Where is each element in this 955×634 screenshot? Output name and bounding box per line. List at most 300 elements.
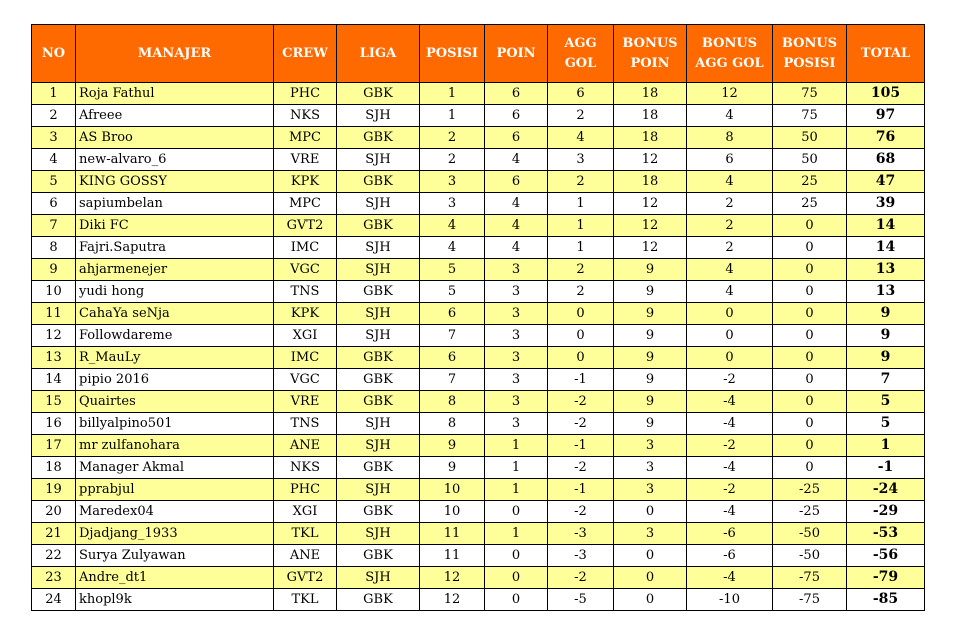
cell-no: 5 <box>32 171 76 193</box>
cell-manajer: Maredex04 <box>76 501 274 523</box>
cell-manajer: ahjarmenejer <box>76 259 274 281</box>
cell-crew: XGI <box>274 501 337 523</box>
cell-bonus-poin: 0 <box>614 567 687 589</box>
cell-bonus-posisi: 0 <box>773 215 847 237</box>
cell-crew: TNS <box>274 413 337 435</box>
cell-bonus-posisi: 0 <box>773 369 847 391</box>
cell-liga: SJH <box>337 105 420 127</box>
cell-posisi: 7 <box>420 325 485 347</box>
cell-agg-gol: -1 <box>548 435 614 457</box>
table-row <box>32 215 925 237</box>
table-row <box>32 105 925 127</box>
cell-poin: 4 <box>485 215 548 237</box>
cell-crew: VRE <box>274 391 337 413</box>
cell-crew: KPK <box>274 303 337 325</box>
cell-no: 16 <box>32 413 76 435</box>
cell-liga: GBK <box>337 391 420 413</box>
table-row <box>32 567 925 589</box>
cell-total: 7 <box>847 369 925 391</box>
cell-poin: 3 <box>485 281 548 303</box>
cell-no: 11 <box>32 303 76 325</box>
cell-posisi: 10 <box>420 479 485 501</box>
cell-posisi: 2 <box>420 149 485 171</box>
table-row <box>32 171 925 193</box>
cell-bonus-poin: 0 <box>614 545 687 567</box>
table-row <box>32 479 925 501</box>
cell-total: 68 <box>847 149 925 171</box>
cell-no: 22 <box>32 545 76 567</box>
cell-bonus-posisi: 50 <box>773 149 847 171</box>
cell-posisi: 9 <box>420 457 485 479</box>
cell-no: 23 <box>32 567 76 589</box>
cell-no: 19 <box>32 479 76 501</box>
cell-total: 1 <box>847 435 925 457</box>
cell-bonus-posisi: 0 <box>773 259 847 281</box>
cell-bonus-agg-gol: -6 <box>687 545 773 567</box>
cell-poin: 3 <box>485 303 548 325</box>
cell-bonus-poin: 18 <box>614 127 687 149</box>
cell-no: 14 <box>32 369 76 391</box>
cell-total: 105 <box>847 83 925 105</box>
cell-bonus-posisi: 0 <box>773 237 847 259</box>
table-row <box>32 325 925 347</box>
cell-total: 39 <box>847 193 925 215</box>
cell-bonus-agg-gol: 0 <box>687 347 773 369</box>
cell-total: 5 <box>847 413 925 435</box>
table-row <box>32 347 925 369</box>
cell-posisi: 8 <box>420 413 485 435</box>
cell-poin: 6 <box>485 171 548 193</box>
cell-bonus-agg-gol: 0 <box>687 325 773 347</box>
cell-bonus-poin: 12 <box>614 215 687 237</box>
cell-poin: 0 <box>485 567 548 589</box>
cell-agg-gol: 0 <box>548 303 614 325</box>
cell-bonus-poin: 3 <box>614 435 687 457</box>
cell-posisi: 5 <box>420 259 485 281</box>
cell-liga: GBK <box>337 545 420 567</box>
cell-total: 14 <box>847 237 925 259</box>
cell-bonus-poin: 3 <box>614 523 687 545</box>
cell-agg-gol: -2 <box>548 391 614 413</box>
cell-no: 13 <box>32 347 76 369</box>
cell-bonus-agg-gol: -4 <box>687 501 773 523</box>
cell-bonus-poin: 0 <box>614 589 687 611</box>
cell-liga: SJH <box>337 435 420 457</box>
cell-liga: GBK <box>337 457 420 479</box>
cell-agg-gol: 0 <box>548 347 614 369</box>
cell-total: 9 <box>847 347 925 369</box>
cell-liga: GBK <box>337 281 420 303</box>
cell-posisi: 3 <box>420 193 485 215</box>
cell-manajer: Manager Akmal <box>76 457 274 479</box>
cell-poin: 1 <box>485 457 548 479</box>
cell-bonus-posisi: -75 <box>773 589 847 611</box>
cell-total: 13 <box>847 259 925 281</box>
header-posisi: POSISI <box>420 25 485 83</box>
cell-bonus-poin: 18 <box>614 171 687 193</box>
cell-posisi: 1 <box>420 83 485 105</box>
cell-posisi: 4 <box>420 215 485 237</box>
cell-bonus-poin: 9 <box>614 281 687 303</box>
cell-poin: 3 <box>485 259 548 281</box>
cell-bonus-posisi: 0 <box>773 413 847 435</box>
cell-total: -85 <box>847 589 925 611</box>
cell-bonus-poin: 3 <box>614 457 687 479</box>
cell-bonus-posisi: 75 <box>773 83 847 105</box>
cell-manajer: billyalpino501 <box>76 413 274 435</box>
cell-posisi: 9 <box>420 435 485 457</box>
cell-crew: VRE <box>274 149 337 171</box>
cell-crew: KPK <box>274 171 337 193</box>
table-row <box>32 83 925 105</box>
cell-crew: PHC <box>274 83 337 105</box>
cell-manajer: pipio 2016 <box>76 369 274 391</box>
header-total: TOTAL <box>847 25 925 83</box>
cell-liga: GBK <box>337 369 420 391</box>
cell-crew: TKL <box>274 589 337 611</box>
cell-agg-gol: -2 <box>548 413 614 435</box>
cell-agg-gol: 0 <box>548 325 614 347</box>
table-row <box>32 303 925 325</box>
cell-liga: SJH <box>337 479 420 501</box>
cell-liga: GBK <box>337 501 420 523</box>
cell-bonus-agg-gol: 2 <box>687 237 773 259</box>
cell-agg-gol: 2 <box>548 171 614 193</box>
cell-crew: TNS <box>274 281 337 303</box>
cell-bonus-agg-gol: -2 <box>687 435 773 457</box>
standings-table <box>31 24 925 611</box>
cell-crew: VGC <box>274 259 337 281</box>
cell-crew: XGI <box>274 325 337 347</box>
header-poin: POIN <box>485 25 548 83</box>
cell-bonus-poin: 18 <box>614 105 687 127</box>
cell-poin: 3 <box>485 413 548 435</box>
header-liga: LIGA <box>337 25 420 83</box>
header-manajer: MANAJER <box>76 25 274 83</box>
cell-liga: GBK <box>337 589 420 611</box>
cell-manajer: Surya Zulyawan <box>76 545 274 567</box>
cell-manajer: Afreee <box>76 105 274 127</box>
cell-poin: 0 <box>485 545 548 567</box>
cell-posisi: 11 <box>420 523 485 545</box>
cell-poin: 4 <box>485 237 548 259</box>
cell-total: 13 <box>847 281 925 303</box>
cell-total: -1 <box>847 457 925 479</box>
cell-liga: GBK <box>337 127 420 149</box>
cell-bonus-poin: 9 <box>614 325 687 347</box>
cell-no: 18 <box>32 457 76 479</box>
table-row <box>32 369 925 391</box>
cell-posisi: 12 <box>420 589 485 611</box>
cell-posisi: 11 <box>420 545 485 567</box>
cell-agg-gol: 1 <box>548 193 614 215</box>
cell-agg-gol: -2 <box>548 567 614 589</box>
cell-bonus-posisi: -50 <box>773 523 847 545</box>
cell-crew: GVT2 <box>274 567 337 589</box>
cell-bonus-posisi: 25 <box>773 193 847 215</box>
cell-crew: NKS <box>274 457 337 479</box>
cell-posisi: 3 <box>420 171 485 193</box>
cell-bonus-poin: 9 <box>614 369 687 391</box>
cell-bonus-posisi: -25 <box>773 501 847 523</box>
header-agg-gol: AGG GOL <box>548 25 614 83</box>
cell-bonus-agg-gol: 12 <box>687 83 773 105</box>
cell-posisi: 4 <box>420 237 485 259</box>
cell-bonus-agg-gol: -4 <box>687 457 773 479</box>
cell-total: -56 <box>847 545 925 567</box>
cell-bonus-agg-gol: -4 <box>687 567 773 589</box>
cell-bonus-poin: 9 <box>614 413 687 435</box>
cell-liga: GBK <box>337 83 420 105</box>
cell-crew: MPC <box>274 127 337 149</box>
cell-bonus-poin: 9 <box>614 259 687 281</box>
cell-crew: TKL <box>274 523 337 545</box>
cell-no: 6 <box>32 193 76 215</box>
cell-bonus-posisi: 0 <box>773 325 847 347</box>
cell-manajer: AS Broo <box>76 127 274 149</box>
cell-poin: 4 <box>485 149 548 171</box>
table-row <box>32 523 925 545</box>
header-crew: CREW <box>274 25 337 83</box>
cell-bonus-agg-gol: 6 <box>687 149 773 171</box>
cell-crew: PHC <box>274 479 337 501</box>
cell-posisi: 2 <box>420 127 485 149</box>
cell-bonus-agg-gol: -4 <box>687 413 773 435</box>
cell-liga: GBK <box>337 171 420 193</box>
cell-manajer: CahaYa seNja <box>76 303 274 325</box>
cell-liga: SJH <box>337 567 420 589</box>
cell-manajer: khopl9k <box>76 589 274 611</box>
cell-bonus-posisi: 0 <box>773 435 847 457</box>
cell-agg-gol: 2 <box>548 259 614 281</box>
cell-poin: 3 <box>485 347 548 369</box>
cell-agg-gol: 2 <box>548 105 614 127</box>
cell-liga: SJH <box>337 149 420 171</box>
header-row <box>32 25 925 83</box>
cell-manajer: Quairtes <box>76 391 274 413</box>
cell-manajer: Roja Fathul <box>76 83 274 105</box>
cell-bonus-poin: 12 <box>614 149 687 171</box>
cell-agg-gol: 1 <box>548 237 614 259</box>
cell-crew: IMC <box>274 237 337 259</box>
cell-liga: GBK <box>337 215 420 237</box>
table-row <box>32 127 925 149</box>
cell-no: 4 <box>32 149 76 171</box>
cell-bonus-agg-gol: -2 <box>687 369 773 391</box>
cell-posisi: 6 <box>420 303 485 325</box>
cell-posisi: 5 <box>420 281 485 303</box>
cell-total: 97 <box>847 105 925 127</box>
cell-liga: SJH <box>337 303 420 325</box>
table-row <box>32 193 925 215</box>
cell-liga: SJH <box>337 325 420 347</box>
cell-poin: 3 <box>485 325 548 347</box>
cell-liga: SJH <box>337 237 420 259</box>
cell-manajer: Djadjang_1933 <box>76 523 274 545</box>
cell-bonus-agg-gol: 2 <box>687 193 773 215</box>
cell-no: 24 <box>32 589 76 611</box>
table-row <box>32 413 925 435</box>
cell-crew: NKS <box>274 105 337 127</box>
cell-poin: 1 <box>485 523 548 545</box>
cell-bonus-posisi: 0 <box>773 457 847 479</box>
cell-bonus-poin: 9 <box>614 303 687 325</box>
cell-bonus-posisi: 25 <box>773 171 847 193</box>
cell-posisi: 12 <box>420 567 485 589</box>
cell-no: 8 <box>32 237 76 259</box>
table-row <box>32 589 925 611</box>
cell-liga: SJH <box>337 259 420 281</box>
cell-posisi: 7 <box>420 369 485 391</box>
cell-bonus-posisi: 50 <box>773 127 847 149</box>
cell-bonus-posisi: 0 <box>773 303 847 325</box>
cell-manajer: new-alvaro_6 <box>76 149 274 171</box>
cell-manajer: KING GOSSY <box>76 171 274 193</box>
table-row <box>32 501 925 523</box>
cell-total: 47 <box>847 171 925 193</box>
cell-no: 9 <box>32 259 76 281</box>
cell-agg-gol: 4 <box>548 127 614 149</box>
cell-bonus-posisi: 0 <box>773 347 847 369</box>
cell-agg-gol: -1 <box>548 479 614 501</box>
table-row <box>32 281 925 303</box>
table-row <box>32 545 925 567</box>
cell-crew: VGC <box>274 369 337 391</box>
cell-manajer: sapiumbelan <box>76 193 274 215</box>
cell-no: 3 <box>32 127 76 149</box>
cell-bonus-agg-gol: 4 <box>687 171 773 193</box>
cell-bonus-agg-gol: -4 <box>687 391 773 413</box>
cell-bonus-posisi: 0 <box>773 281 847 303</box>
cell-agg-gol: 1 <box>548 215 614 237</box>
cell-agg-gol: -2 <box>548 457 614 479</box>
cell-poin: 0 <box>485 501 548 523</box>
cell-total: -79 <box>847 567 925 589</box>
cell-total: 5 <box>847 391 925 413</box>
cell-bonus-agg-gol: 4 <box>687 105 773 127</box>
cell-no: 17 <box>32 435 76 457</box>
cell-manajer: Diki FC <box>76 215 274 237</box>
cell-no: 21 <box>32 523 76 545</box>
cell-no: 20 <box>32 501 76 523</box>
cell-bonus-agg-gol: 4 <box>687 259 773 281</box>
cell-agg-gol: -3 <box>548 545 614 567</box>
cell-crew: GVT2 <box>274 215 337 237</box>
cell-manajer: pprabjul <box>76 479 274 501</box>
cell-bonus-posisi: 75 <box>773 105 847 127</box>
table-row <box>32 259 925 281</box>
table-row <box>32 391 925 413</box>
cell-bonus-poin: 9 <box>614 347 687 369</box>
cell-bonus-poin: 18 <box>614 83 687 105</box>
cell-bonus-posisi: -75 <box>773 567 847 589</box>
cell-crew: ANE <box>274 435 337 457</box>
cell-liga: SJH <box>337 413 420 435</box>
cell-agg-gol: -3 <box>548 523 614 545</box>
cell-agg-gol: 3 <box>548 149 614 171</box>
cell-bonus-posisi: -25 <box>773 479 847 501</box>
cell-posisi: 6 <box>420 347 485 369</box>
cell-no: 15 <box>32 391 76 413</box>
cell-crew: MPC <box>274 193 337 215</box>
cell-poin: 3 <box>485 391 548 413</box>
cell-liga: SJH <box>337 523 420 545</box>
cell-no: 2 <box>32 105 76 127</box>
cell-liga: GBK <box>337 347 420 369</box>
cell-poin: 4 <box>485 193 548 215</box>
cell-manajer: Fajri.Saputra <box>76 237 274 259</box>
header-bonus-posisi: BONUS POSISI <box>773 25 847 83</box>
cell-poin: 3 <box>485 369 548 391</box>
header-no: NO <box>32 25 76 83</box>
cell-manajer: yudi hong <box>76 281 274 303</box>
cell-bonus-agg-gol: 2 <box>687 215 773 237</box>
cell-bonus-poin: 3 <box>614 479 687 501</box>
cell-poin: 6 <box>485 83 548 105</box>
cell-no: 1 <box>32 83 76 105</box>
cell-posisi: 10 <box>420 501 485 523</box>
cell-bonus-posisi: -50 <box>773 545 847 567</box>
table-row <box>32 457 925 479</box>
table-row <box>32 149 925 171</box>
cell-bonus-agg-gol: 4 <box>687 281 773 303</box>
cell-poin: 1 <box>485 435 548 457</box>
cell-total: 14 <box>847 215 925 237</box>
cell-bonus-agg-gol: 8 <box>687 127 773 149</box>
cell-total: -29 <box>847 501 925 523</box>
cell-poin: 1 <box>485 479 548 501</box>
cell-manajer: mr zulfanohara <box>76 435 274 457</box>
cell-posisi: 8 <box>420 391 485 413</box>
cell-agg-gol: -2 <box>548 501 614 523</box>
cell-manajer: R_MauLy <box>76 347 274 369</box>
table-row <box>32 435 925 457</box>
cell-bonus-poin: 9 <box>614 391 687 413</box>
cell-total: -53 <box>847 523 925 545</box>
cell-liga: SJH <box>337 193 420 215</box>
cell-crew: IMC <box>274 347 337 369</box>
cell-total: -24 <box>847 479 925 501</box>
cell-bonus-poin: 12 <box>614 193 687 215</box>
cell-bonus-agg-gol: -6 <box>687 523 773 545</box>
cell-crew: ANE <box>274 545 337 567</box>
cell-poin: 6 <box>485 127 548 149</box>
header-bonus-agg-gol: BONUS AGG GOL <box>687 25 773 83</box>
table-row <box>32 237 925 259</box>
cell-bonus-agg-gol: -2 <box>687 479 773 501</box>
cell-bonus-poin: 0 <box>614 501 687 523</box>
cell-agg-gol: -5 <box>548 589 614 611</box>
cell-agg-gol: 6 <box>548 83 614 105</box>
cell-poin: 6 <box>485 105 548 127</box>
cell-agg-gol: 2 <box>548 281 614 303</box>
cell-total: 9 <box>847 325 925 347</box>
cell-manajer: Followdareme <box>76 325 274 347</box>
cell-no: 10 <box>32 281 76 303</box>
cell-manajer: Andre_dt1 <box>76 567 274 589</box>
cell-bonus-agg-gol: -10 <box>687 589 773 611</box>
cell-bonus-poin: 12 <box>614 237 687 259</box>
cell-no: 12 <box>32 325 76 347</box>
cell-no: 7 <box>32 215 76 237</box>
table-body <box>32 83 925 611</box>
cell-bonus-posisi: 0 <box>773 391 847 413</box>
header-bonus-poin: BONUS POIN <box>614 25 687 83</box>
cell-posisi: 1 <box>420 105 485 127</box>
cell-poin: 0 <box>485 589 548 611</box>
cell-total: 76 <box>847 127 925 149</box>
cell-bonus-agg-gol: 0 <box>687 303 773 325</box>
